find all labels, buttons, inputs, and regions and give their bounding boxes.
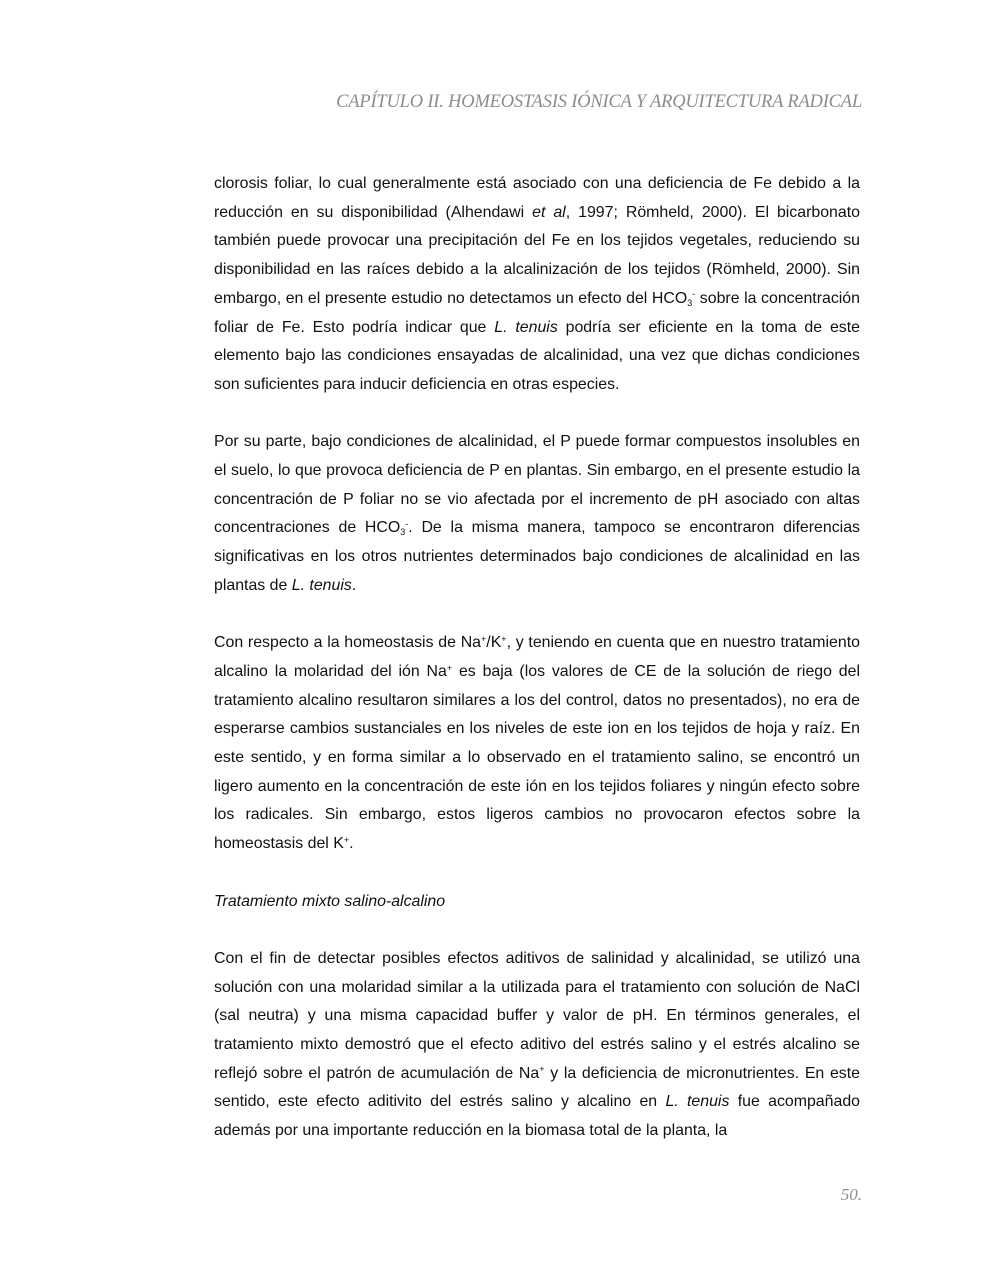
species-name: L. tenuis (665, 1093, 730, 1111)
text-run: Con el fin de detectar posibles efectos aditivos de salinidad y alcalinidad, se utilizó una solución con una molaridad similar a la utilizada para el tratamiento con solución de NaCl (sal neutra) y una misma capacidad buffer y valor de pH. En términos generales, el tratamiento mixto demostró que el efecto aditivo del estrés salino y el estrés alcalino se reflejó sobre el patrón de acumulación de Na (214, 949, 860, 1082)
page-number: 50. (840, 1185, 862, 1204)
subscript: 3 (400, 527, 406, 538)
text-run: , 1997; Römheld, 2000). El bicarbonato también puede provocar una precipitación del Fe en los tejidos vegetales, reduciendo su disponibilidad en las raíces debido a la alcalinización de los tejidos (Römheld, 2000). Sin embargo, en el presente estudio no detectamos un efecto del HCO (214, 203, 860, 307)
superscript: + (481, 633, 487, 644)
superscript: + (539, 1064, 545, 1075)
superscript: - (405, 519, 409, 530)
superscript: + (343, 834, 350, 845)
text-run: . (349, 835, 354, 853)
paragraph-3 (214, 629, 860, 859)
text-run: /K (486, 634, 502, 652)
text-run: sobre la concentración foliar de Fe. Esto podría indicar que (214, 289, 860, 336)
text-run: clorosis foliar, lo cual generalmente está asociado con una deficiencia de Fe debido a la reducción en su disponibilidad (Alhendawi (214, 175, 860, 221)
text-run: y la deficiencia de micronutrientes. En este sentido, este efecto aditivito del estrés salino y alcalino en (214, 1064, 860, 1111)
text-run: podría ser eficiente en la toma de este elemento bajo las condiciones ensayadas de alcalinidad, una vez que dichas condiciones son suficientes para inducir deficiencia en otras especies. (214, 318, 860, 393)
chapter-header: CAPÍTULO II. HOMEOSTASIS IÓNICA Y ARQUITECTURA RADICAL (336, 92, 862, 112)
text-run: fue acompañado además por una importante reducción en la biomasa total de la planta, la (214, 1093, 860, 1140)
superscript: - (692, 289, 696, 300)
text-run: , y teniendo en cuenta que en nuestro tratamiento alcalino la molaridad del ión Na (214, 634, 860, 680)
paragraph-1 (214, 170, 860, 400)
paragraph-4 (214, 945, 860, 1146)
text-run: es baja (los valores de CE de la solución de riego del tratamiento alcalino resultaron similares a los del control, datos no presentados), no era de esperarse cambios sustanciales en los niveles de este ion en los tejidos de hoja y raíz. En este sentido, y en forma similar a lo observado en el tratamiento salino, se encontró un ligero aumento en la concentración de este ión en los tejidos foliares y ningún efecto sobre los radicales. Sin embargo, estos ligeros cambios no provocaron efectos sobre la homeostasis del K (214, 662, 860, 853)
text-run: Con respecto a la homeostasis de Na (214, 634, 482, 652)
superscript: + (446, 662, 453, 673)
paragraph-2 (214, 428, 860, 600)
superscript: + (501, 633, 507, 644)
subscript: 3 (687, 297, 693, 308)
text-run: . (351, 576, 357, 594)
italic-citation: et al (532, 203, 566, 221)
species-name: L. tenuis (494, 318, 558, 336)
section-subheading: Tratamiento mixto salino-alcalino (214, 892, 446, 910)
species-name: L. tenuis (291, 576, 352, 594)
body-text (214, 170, 860, 1146)
text-run: . De la misma manera, tampoco se encontraron diferencias significativas en los otros nutrientes determinados bajo condiciones de alcalinidad en las plantas de (214, 519, 860, 594)
text-run: Por su parte, bajo condiciones de alcalinidad, el P puede formar compuestos insolubles en el suelo, lo que provoca deficiencia de P en plantas. Sin embargo, en el presente estudio la concentración de P foliar no se vio afectada por el incremento de pH asociado con altas concentraciones de HCO (214, 433, 860, 537)
